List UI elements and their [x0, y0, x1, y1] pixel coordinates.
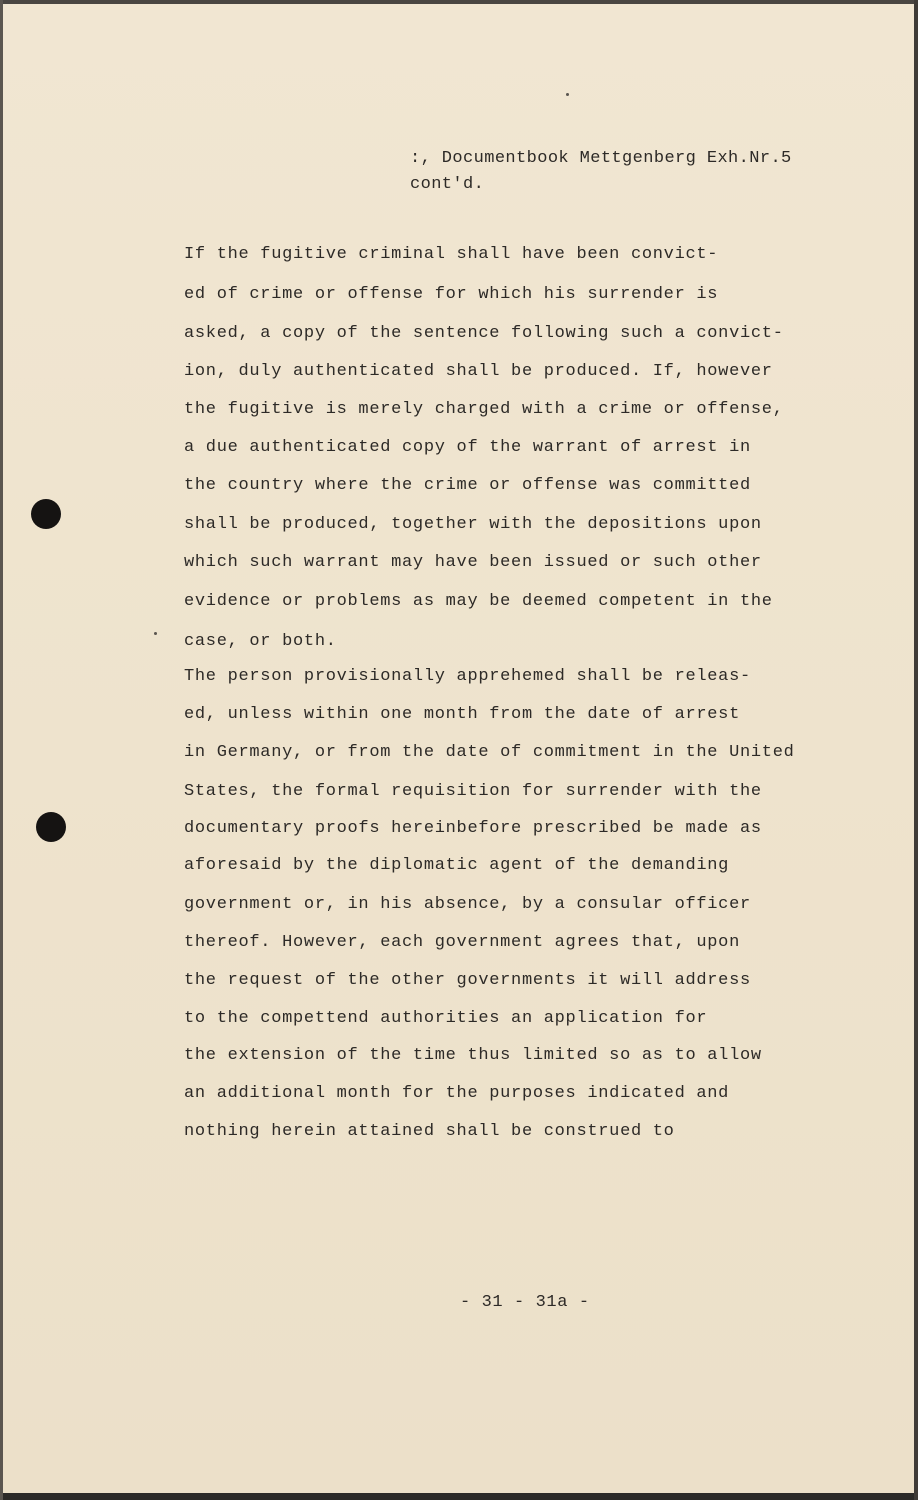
- body-line: the extension of the time thus limited so as to allow: [184, 1046, 762, 1065]
- scan-edge-top: [0, 0, 918, 4]
- body-line: aforesaid by the diplomatic agent of the demanding: [184, 856, 730, 875]
- punch-hole-lower: [36, 812, 66, 842]
- paper-speck: [154, 632, 157, 635]
- body-line: a due authenticated copy of the warrant of arrest in: [184, 438, 751, 457]
- body-line: ed, unless within one month from the date of arrest: [184, 705, 740, 724]
- body-line: If the fugitive criminal shall have been convict-: [184, 245, 719, 264]
- scan-edge-left: [0, 0, 3, 1500]
- scan-edge-bottom: [0, 1493, 918, 1500]
- body-line: the country where the crime or offense was committed: [184, 476, 751, 495]
- body-line: asked, a copy of the sentence following such a convict-: [184, 324, 784, 343]
- body-line: ed of crime or offense for which his surrender is: [184, 285, 719, 304]
- body-line: ion, duly authenticated shall be produced. If, however: [184, 362, 773, 381]
- document-header: [410, 146, 792, 198]
- punch-hole-upper: [31, 499, 61, 529]
- scan-edge-right: [914, 0, 918, 1500]
- body-line: States, the formal requisition for surrender with the: [184, 782, 762, 801]
- body-line: to the compettend authorities an application for: [184, 1009, 708, 1028]
- body-line: documentary proofs hereinbefore prescribed be made as: [184, 819, 762, 838]
- body-line: in Germany, or from the date of commitment in the United: [184, 743, 795, 762]
- body-line: The person provisionally apprehemed shall be releas-: [184, 667, 751, 686]
- body-line: thereof. However, each government agrees that, upon: [184, 933, 740, 952]
- paper-speck: [566, 93, 569, 96]
- body-line: case, or both.: [184, 632, 337, 651]
- body-line: the request of the other governments it will address: [184, 971, 751, 990]
- body-line: the fugitive is merely charged with a crime or offense,: [184, 400, 784, 419]
- body-line: which such warrant may have been issued or such other: [184, 553, 762, 572]
- body-line: nothing herein attained shall be construed to: [184, 1122, 675, 1141]
- header-title: :, Documentbook Mettgenberg Exh.Nr.5: [410, 149, 792, 168]
- page-number: - 31 - 31a -: [460, 1293, 590, 1312]
- body-line: government or, in his absence, by a consular officer: [184, 895, 751, 914]
- body-line: shall be produced, together with the depositions upon: [184, 515, 762, 534]
- body-line: an additional month for the purposes indicated and: [184, 1084, 730, 1103]
- header-continued: cont'd.: [410, 175, 485, 194]
- body-line: evidence or problems as may be deemed competent in the: [184, 592, 773, 611]
